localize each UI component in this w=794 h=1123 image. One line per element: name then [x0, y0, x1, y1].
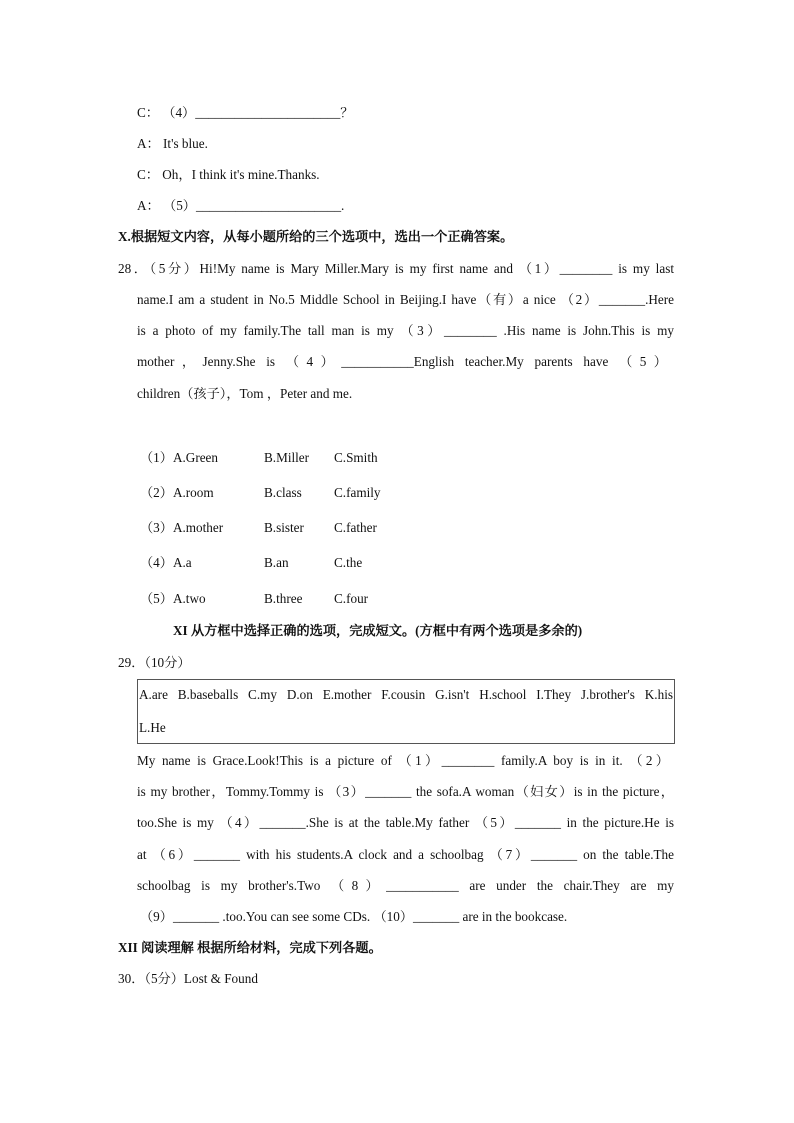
option-2-b[interactable]: B.class — [264, 485, 302, 500]
q29-passage-line-1: My name is Grace.Look!This is a picture of （1）________ family.A boy is in it. （2） — [137, 753, 669, 768]
option-3-a[interactable]: （3）A.mother — [140, 520, 224, 535]
q29-passage-line-4: at （6）_______ with his students.A clock and a schoolbag （7）_______ on the table.The — [137, 847, 674, 862]
word-bank-line-1: A.are B.baseballs C.my D.on E.mother F.cousin G.isn't H.school I.They J.brother's K.his — [139, 687, 673, 702]
dialog-line-c-mine — [137, 166, 320, 184]
word-bank-box — [137, 679, 675, 744]
option-2-c[interactable]: C.family — [334, 485, 381, 500]
option-3-c[interactable]: C.father — [334, 520, 377, 535]
option-2-a[interactable]: （2）A.room — [140, 485, 214, 500]
q28-line-1: 28．（5分）Hi!My name is Mary Miller.Mary is my first name and （1）________ is my last — [118, 261, 674, 276]
speaker-label: A： — [137, 136, 160, 151]
dialog-line-a5 — [137, 197, 344, 215]
option-5-b[interactable]: B.three — [264, 591, 303, 606]
q28-line-5: children（孩子），Tom ，Peter and me. — [137, 386, 353, 401]
q29-passage-line-3: too.She is my （4）_______.She is at the table.My father （5）_______ in the picture.He is — [137, 815, 674, 830]
speaker-label: A： — [137, 198, 160, 213]
option-5-a[interactable]: （5）A.two — [140, 591, 206, 606]
dialog-line-a-blue — [137, 135, 208, 153]
speaker-label: C： — [137, 167, 159, 182]
q29-passage-line-2: is my brother，Tommy.Tommy is （3）_______ the sofa.A woman（妇女）is in the picture， — [137, 784, 674, 799]
q28-line-3: is a photo of my family.The tall man is my （3）________ .His name is John.This is my — [137, 323, 674, 338]
option-4-b[interactable]: B.an — [264, 555, 289, 570]
dialog-text: （5）______________________. — [163, 198, 345, 213]
option-1-c[interactable]: C.Smith — [334, 450, 378, 465]
section-xi-heading: XI 从方框中选择正确的选项，完成短文。(方框中有两个选项是多余的) — [173, 623, 583, 638]
section-x-heading: X.根据短文内容，从每小题所给的三个选项中，选出一个正确答案。 — [118, 229, 514, 244]
word-bank-line-2: L.He — [139, 720, 166, 735]
option-3-b[interactable]: B.sister — [264, 520, 304, 535]
speaker-label: C： — [137, 105, 159, 120]
q29-passage-line-6: （9）_______ .too.You can see some CDs. （10）_______ are in the bookcase. — [140, 909, 568, 924]
option-1-b[interactable]: B.Miller — [264, 450, 310, 465]
option-1-a[interactable]: （1）A.Green — [140, 450, 219, 465]
q29-label: 29．（10分） — [118, 655, 191, 670]
dialog-text: It's blue. — [163, 136, 208, 151]
q28-line-2: name.I am a student in No.5 Middle School in Beijing.I have（有）a nice （2）_______.Here — [137, 292, 674, 307]
option-5-c[interactable]: C.four — [334, 591, 369, 606]
dialog-text: （4）______________________？ — [162, 105, 354, 120]
section-xii-heading: XII 阅读理解 根据所给材料，完成下列各题。 — [118, 940, 382, 955]
q30-label: 30．（5分）Lost & Found — [118, 971, 258, 986]
dialog-text: Oh，I think it's mine.Thanks. — [162, 167, 320, 182]
option-4-c[interactable]: C.the — [334, 555, 363, 570]
option-4-a[interactable]: （4）A.a — [140, 555, 192, 570]
dialog-line-c4 — [137, 104, 354, 122]
q29-passage-line-5: schoolbag is my brother's.Two （8）___________ are under the chair.They are my — [137, 878, 674, 893]
q28-line-4: mother，Jenny.She is （4）___________English teacher.My parents have （5） — [137, 354, 667, 369]
